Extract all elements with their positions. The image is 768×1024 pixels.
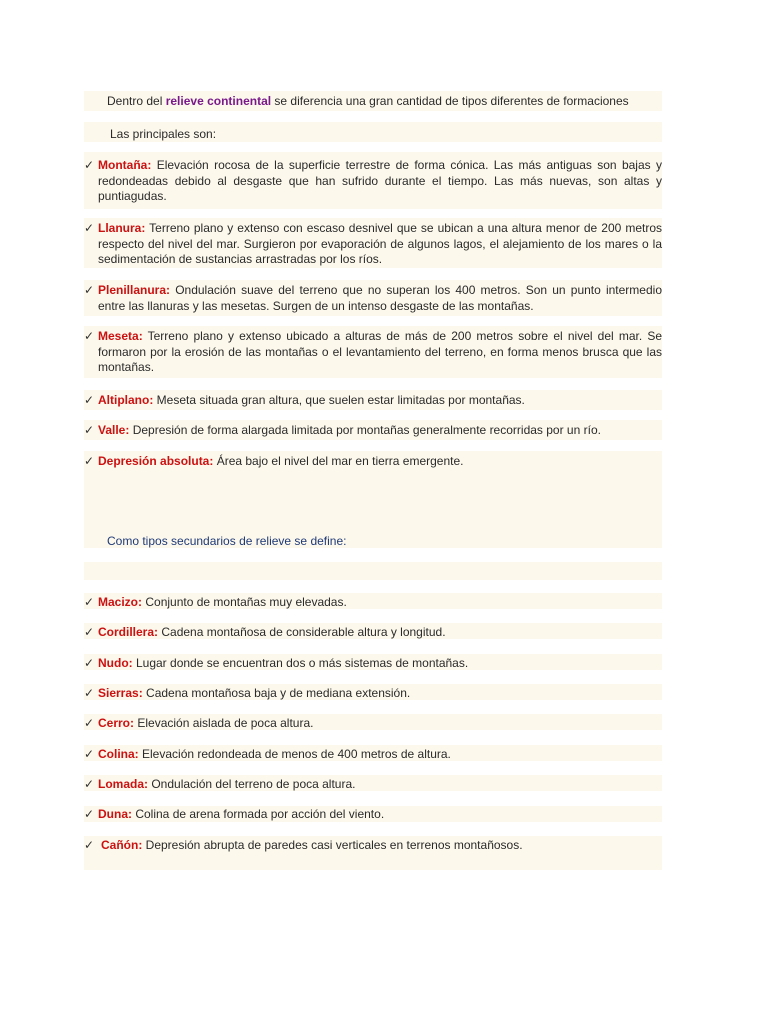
list-item (84, 838, 662, 854)
item-description: Elevación redondeada de menos de 400 metros de altura. (138, 747, 451, 761)
list-item (84, 423, 662, 439)
check-icon: ✓ (84, 807, 95, 821)
item-description: Lugar donde se encuentran dos o más sistemas de montañas. (132, 656, 469, 670)
list-item (84, 747, 662, 763)
principal-heading-text: Las principales son: (110, 127, 217, 141)
secondary-heading (107, 534, 346, 550)
list-item (84, 454, 662, 470)
item-term: Meseta: (98, 329, 143, 343)
principal-heading (110, 127, 216, 143)
list-item (84, 656, 662, 672)
check-icon: ✓ (84, 158, 95, 172)
item-term: Montaña: (98, 158, 152, 172)
check-icon: ✓ (84, 393, 95, 407)
item-term: Nudo: (98, 656, 133, 670)
item-term: Altiplano: (98, 393, 154, 407)
item-description: Terreno plano y extenso ubicado a alturas de más de 200 metros sobre el nivel del mar. Se formaron por la erosión de las montañas o el levantamiento del terreno, en forma menos brusca que las montañas. (98, 329, 662, 374)
item-term: Llanura: (98, 221, 146, 235)
item-description: Terreno plano y extenso con escaso desnivel que se ubican a una altura menor de 200 metros respecto del nivel del mar. Surgieron por evaporación de algunos lagos, el alejamiento de los mares o la sedimentación de sustancias arrastradas por los ríos. (98, 221, 662, 266)
item-description: Meseta situada gran altura, que suelen estar limitadas por montañas. (153, 393, 525, 407)
check-icon: ✓ (84, 656, 95, 670)
item-description: Cadena montañosa de considerable altura y longitud. (158, 625, 446, 639)
list-item (84, 329, 662, 376)
item-description: Colina de arena formada por acción del viento. (132, 807, 385, 821)
check-icon: ✓ (84, 454, 95, 468)
secondary-heading-text: Como tipos secundarios de relieve se define: (107, 534, 347, 548)
list-item (84, 221, 662, 268)
item-description: Cadena montañosa baja y de mediana extensión. (142, 686, 411, 700)
item-term: Valle: (98, 423, 130, 437)
list-item (84, 716, 662, 732)
item-description: Depresión abrupta de paredes casi verticales en terrenos montañosos. (142, 838, 523, 852)
list-item (84, 158, 662, 205)
item-description: Conjunto de montañas muy elevadas. (142, 595, 347, 609)
item-term: Macizo: (98, 595, 143, 609)
item-term: Duna: (98, 807, 132, 821)
check-icon: ✓ (84, 747, 95, 761)
item-term: Cordillera: (98, 625, 159, 639)
intro-text: se diferencia una gran cantidad de tipos diferentes de formaciones (271, 94, 629, 108)
item-term: Plenillanura: (98, 283, 171, 297)
check-icon: ✓ (84, 595, 95, 609)
text-band (84, 562, 662, 580)
intro-paragraph (107, 94, 629, 110)
item-term: Depresión absoluta: (98, 454, 214, 468)
list-item (84, 686, 662, 702)
item-description: Área bajo el nivel del mar en tierra emergente. (213, 454, 464, 468)
check-icon: ✓ (84, 423, 95, 437)
check-icon: ✓ (84, 221, 95, 235)
item-term: Sierras: (98, 686, 143, 700)
list-item (84, 595, 662, 611)
list-item (84, 625, 662, 641)
check-icon: ✓ (84, 329, 95, 343)
item-description: Elevación aislada de poca altura. (134, 716, 314, 730)
list-item (84, 807, 662, 823)
item-term: Cerro: (98, 716, 135, 730)
check-icon: ✓ (84, 283, 95, 297)
item-description: Ondulación suave del terreno que no superan los 400 metros. Son un punto intermedio entre las llanuras y las mesetas. Surgen de un intenso desgaste de las montañas. (98, 283, 662, 313)
item-description: Ondulación del terreno de poca altura. (148, 777, 356, 791)
item-description: Depresión de forma alargada limitada por montañas generalmente recorridas por un río. (129, 423, 601, 437)
check-icon: ✓ (84, 625, 95, 639)
check-icon: ✓ (84, 777, 95, 791)
check-icon: ✓ (84, 686, 95, 700)
item-term: Cañón: (101, 838, 143, 852)
list-item (84, 777, 662, 793)
list-item (84, 393, 662, 409)
check-icon: ✓ (84, 716, 95, 730)
intro-keyword: relieve continental (165, 94, 272, 108)
item-term: Lomada: (98, 777, 149, 791)
list-item (84, 283, 662, 314)
intro-text: Dentro del (107, 94, 166, 108)
check-icon: ✓ (84, 838, 95, 852)
item-term: Colina: (98, 747, 139, 761)
item-description: Elevación rocosa de la superficie terrestre de forma cónica. Las más antiguas son bajas y redondeadas debido al desgaste que han sufrido durante el tiempo. Las más nuevas, son altas y puntiagudas. (98, 158, 662, 203)
